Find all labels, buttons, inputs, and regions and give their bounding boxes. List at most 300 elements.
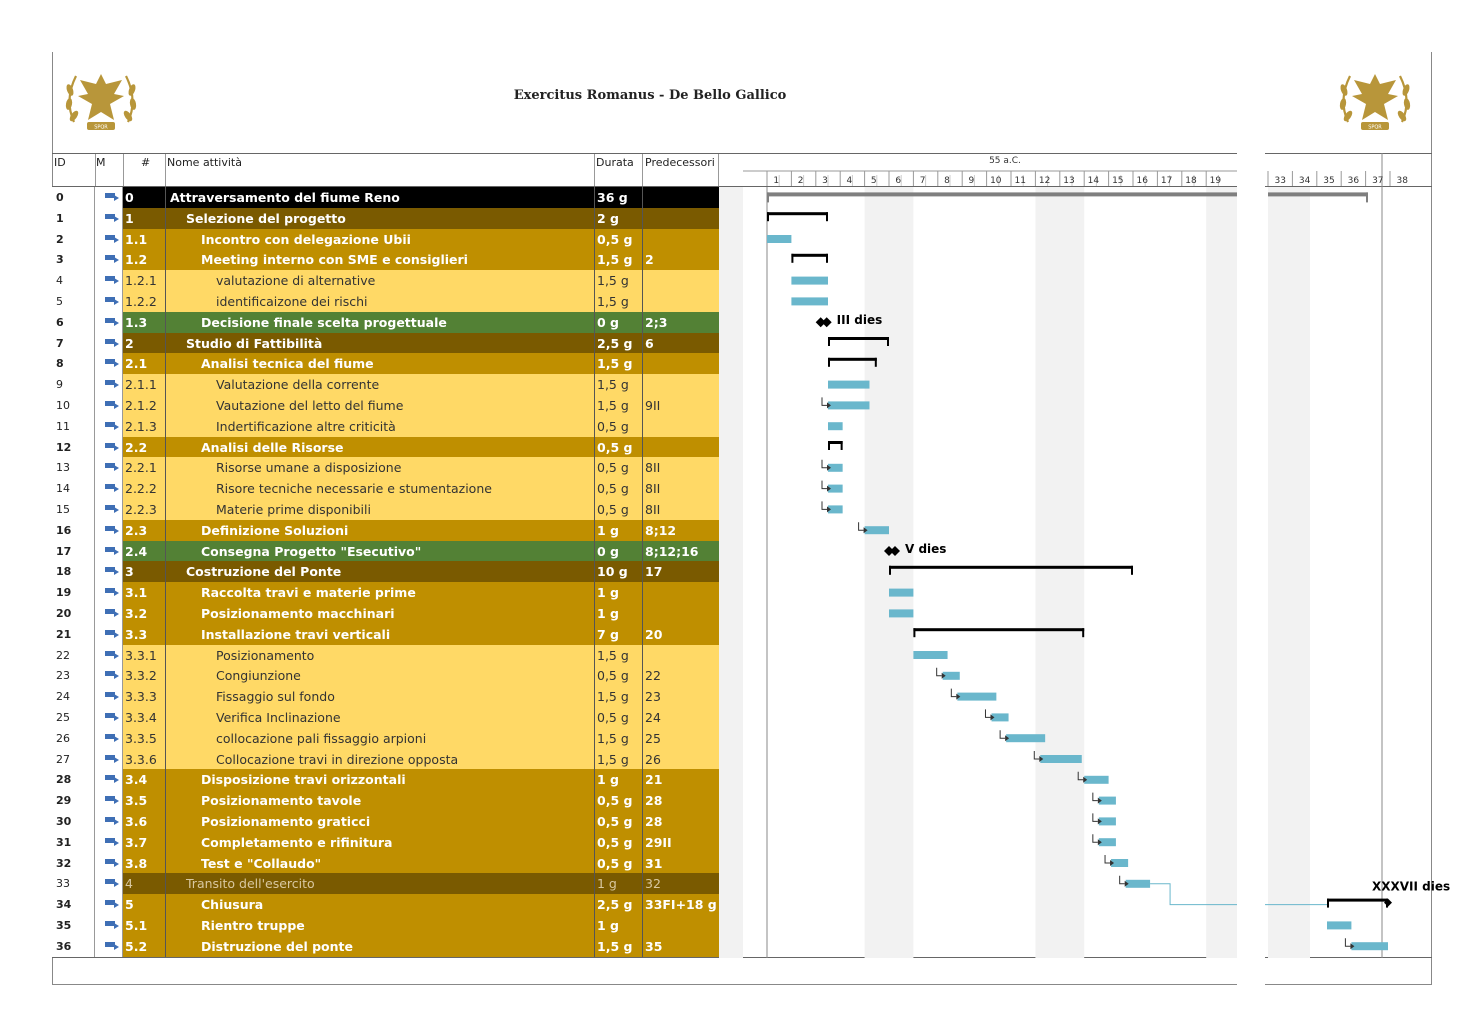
summary-cap (913, 628, 915, 637)
table-row[interactable] (52, 499, 719, 520)
task-predecessors[interactable]: 25 (645, 730, 661, 746)
task-duration[interactable]: 0,5 g (595, 832, 643, 853)
task-duration[interactable]: 0,5 g (595, 811, 643, 832)
task-bar (889, 609, 913, 617)
milestone-label: III dies (836, 313, 883, 328)
table-row[interactable] (52, 749, 719, 770)
auto-schedule-icon (105, 275, 119, 284)
task-predecessors[interactable]: 8;12;16 (645, 543, 699, 559)
task-duration[interactable]: 1,5 g (595, 749, 643, 770)
dependency-link (1093, 834, 1098, 842)
table-row[interactable] (52, 665, 719, 686)
task-duration[interactable]: 1 g (595, 915, 643, 936)
summary-cap (841, 441, 843, 450)
col-header-wbs[interactable]: # (141, 156, 151, 169)
page-title: Exercitus Romanus - De Bello Gallico (513, 88, 787, 103)
task-predecessors[interactable]: 8II (645, 460, 661, 476)
task-id: 26 (52, 728, 95, 749)
task-mode-cell (95, 478, 123, 499)
auto-schedule-icon (105, 878, 119, 887)
task-duration[interactable]: 0,5 g (595, 478, 643, 499)
day-label: 8 (944, 176, 950, 186)
task-duration[interactable]: 2 g (595, 208, 643, 229)
day-label: 12 (1038, 176, 1051, 186)
task-id: 21 (52, 624, 95, 645)
task-predecessors[interactable] (643, 291, 719, 312)
day-label: 37 (1372, 176, 1384, 186)
summary-bar (1327, 899, 1388, 902)
auto-schedule-icon (105, 400, 119, 409)
project-summary-cap (767, 192, 769, 202)
task-name[interactable]: Materie prime disponibili (166, 499, 595, 520)
dependency-link (822, 460, 827, 468)
task-name[interactable]: Analisi tecnica del fiume (166, 353, 595, 374)
task-name[interactable]: Fissaggio sul fondo (166, 686, 595, 707)
table-row[interactable] (52, 229, 719, 250)
summary-cap (1131, 566, 1133, 575)
table-row[interactable] (52, 728, 719, 749)
task-mode-cell (95, 624, 123, 645)
task-duration[interactable]: 1,5 g (595, 686, 643, 707)
task-mode-cell (95, 749, 123, 770)
task-predecessors[interactable]: 8II (645, 502, 661, 517)
table-row[interactable] (52, 624, 719, 645)
table-row[interactable] (52, 769, 719, 790)
table-row[interactable] (52, 603, 719, 624)
table-row[interactable] (52, 478, 719, 499)
day-label: 2 (797, 176, 804, 186)
auto-schedule-icon (105, 754, 119, 763)
task-bar (913, 651, 947, 659)
task-duration[interactable]: 1,5 g (595, 249, 643, 270)
task-predecessors[interactable]: 28 (645, 814, 663, 829)
table-row[interactable] (52, 270, 719, 291)
task-name[interactable]: Risore tecniche necessarie e stumentazione (166, 478, 595, 499)
task-name[interactable]: Disposizione travi orizzontali (166, 769, 595, 790)
task-predecessors[interactable]: 21 (645, 772, 663, 788)
task-name[interactable]: Collocazione travi in direzione opposta (166, 749, 595, 770)
task-mode-cell (95, 665, 123, 686)
task-mode-cell (95, 769, 123, 790)
table-row[interactable] (52, 291, 719, 312)
auto-schedule-icon (105, 795, 119, 804)
task-wbs: 3.6 (123, 811, 166, 832)
task-duration[interactable]: 1 g (595, 582, 643, 603)
task-duration[interactable]: 0,5 g (595, 853, 643, 874)
task-duration[interactable]: 1,5 g (595, 395, 643, 416)
table-row[interactable] (52, 915, 719, 936)
task-wbs: 2.1 (123, 353, 166, 374)
task-predecessors[interactable] (643, 353, 719, 374)
auto-schedule-icon (105, 941, 119, 950)
auto-schedule-icon (105, 858, 119, 867)
task-predecessors[interactable]: 17 (645, 564, 663, 580)
table-row[interactable] (52, 353, 719, 374)
task-predecessors[interactable] (643, 416, 719, 437)
summary-cap (1082, 628, 1084, 637)
task-mode-cell (95, 395, 123, 416)
summary-bar (889, 566, 1133, 569)
auto-schedule-icon (105, 296, 119, 305)
task-name[interactable]: Distruzione del ponte (166, 936, 595, 957)
task-name[interactable]: Rientro truppe (166, 915, 595, 936)
task-bar (1006, 734, 1045, 742)
task-name[interactable]: Vautazione del letto del fiume (166, 395, 595, 416)
day-label: 1 (773, 176, 780, 186)
summary-cap (826, 254, 828, 263)
task-name[interactable]: valutazione di alternative (166, 270, 595, 291)
col-header-mode[interactable]: M (96, 156, 106, 169)
task-name[interactable]: Test e "Collaudo" (166, 853, 595, 874)
task-duration[interactable]: 2,5 g (595, 333, 643, 354)
task-name[interactable]: Costruzione del Ponte (166, 561, 595, 582)
task-predecessors[interactable] (643, 915, 719, 936)
task-duration[interactable]: 0 g (595, 312, 643, 333)
dependency-link (1345, 938, 1350, 946)
auto-schedule-icon (105, 733, 119, 742)
auto-schedule-icon (105, 546, 119, 555)
task-wbs: 1.2 (123, 249, 166, 270)
table-row[interactable] (52, 333, 719, 354)
table-row[interactable] (52, 416, 719, 437)
task-predecessors[interactable]: 2 (645, 252, 654, 268)
task-duration[interactable]: 1,5 g (595, 645, 643, 666)
task-wbs: 1.3 (123, 312, 166, 333)
auto-schedule-icon (105, 317, 119, 326)
task-name[interactable]: Studio di Fattibilità (166, 333, 595, 354)
task-predecessors[interactable]: 31 (645, 855, 663, 871)
table-row[interactable] (52, 312, 719, 333)
task-bar (957, 693, 996, 701)
task-duration[interactable]: 36 g (595, 187, 643, 208)
task-name[interactable]: Chiusura (166, 894, 595, 915)
task-duration[interactable]: 0,5 g (595, 437, 643, 458)
auto-schedule-icon (105, 629, 119, 638)
table-row[interactable] (52, 437, 719, 458)
table-row[interactable] (52, 582, 719, 603)
task-duration[interactable]: 0 g (595, 541, 643, 562)
day-label: 4 (846, 176, 853, 186)
table-row[interactable] (52, 541, 719, 562)
auto-schedule-icon (105, 774, 119, 783)
task-name[interactable]: Transito dell'esercito (166, 873, 595, 894)
task-predecessors[interactable]: 35 (645, 938, 663, 954)
auto-schedule-icon (105, 837, 119, 846)
table-row[interactable] (52, 395, 719, 416)
task-id: 2 (52, 229, 95, 250)
task-mode-cell (95, 603, 123, 624)
task-name[interactable]: Verifica Inclinazione (166, 707, 595, 728)
task-wbs: 1 (123, 208, 166, 229)
summary-bar (767, 212, 828, 215)
auto-schedule-icon (105, 670, 119, 679)
task-name[interactable]: Incontro con delegazione Ubii (166, 229, 595, 250)
dependency-link (1093, 793, 1098, 801)
task-name[interactable]: Congiunzione (166, 665, 595, 686)
task-name[interactable]: Installazione travi verticali (166, 624, 595, 645)
task-predecessors[interactable]: 32 (645, 876, 661, 892)
milestone-diamond (822, 317, 832, 327)
summary-cap (875, 358, 877, 367)
table-row[interactable] (52, 790, 719, 811)
table-row[interactable] (52, 707, 719, 728)
task-bar (828, 381, 869, 389)
hdr-sep (165, 154, 166, 186)
day-label: 13 (1063, 176, 1075, 186)
task-bar (1040, 755, 1081, 763)
task-predecessors[interactable]: 9II (645, 398, 661, 413)
task-predecessors[interactable]: 24 (645, 710, 661, 725)
task-predecessors[interactable] (643, 603, 719, 624)
task-wbs: 2.2.1 (123, 457, 166, 478)
task-predecessors[interactable] (643, 374, 719, 395)
dependency-link (1120, 876, 1125, 884)
task-wbs: 3.7 (123, 832, 166, 853)
task-wbs: 1.1 (123, 229, 166, 250)
task-bar (1084, 776, 1108, 784)
task-wbs: 3.2 (123, 603, 166, 624)
task-duration[interactable]: 1,5 g (595, 936, 643, 957)
task-bar (889, 589, 913, 597)
table-row[interactable] (52, 936, 719, 957)
dependency-link (937, 668, 942, 676)
task-id: 17 (52, 541, 95, 562)
col-header-id[interactable]: ID (54, 156, 66, 169)
table-row[interactable] (52, 832, 719, 853)
task-name[interactable]: Posizionamento tavole (166, 790, 595, 811)
task-duration[interactable]: 1 g (595, 520, 643, 541)
summary-bar (791, 254, 828, 257)
task-duration[interactable]: 0,5 g (595, 707, 643, 728)
table-row[interactable] (52, 811, 719, 832)
task-duration[interactable]: 1,5 g (595, 353, 643, 374)
task-duration[interactable]: 0,5 g (595, 790, 643, 811)
task-predecessors[interactable]: 23 (645, 689, 661, 705)
nonworking-band (1268, 187, 1310, 958)
task-mode-cell (95, 936, 123, 957)
col-header-predecessors[interactable]: Predecessori (645, 156, 715, 169)
task-name[interactable]: Valutazione della corrente (166, 374, 595, 395)
task-id: 25 (52, 707, 95, 728)
task-id: 5 (52, 291, 95, 312)
auto-schedule-icon (105, 587, 119, 596)
dependency-link (1000, 730, 1005, 738)
task-name[interactable]: Raccolta travi e materie prime (166, 582, 595, 603)
task-wbs: 2.2.2 (123, 478, 166, 499)
task-wbs: 2.2 (123, 437, 166, 458)
task-mode-cell (95, 561, 123, 582)
task-duration[interactable]: 1,5 g (595, 291, 643, 312)
table-row[interactable] (52, 561, 719, 582)
auto-schedule-icon (105, 816, 119, 825)
auto-schedule-icon (105, 192, 119, 201)
nonworking-band (719, 187, 743, 958)
task-mode-cell (95, 437, 123, 458)
task-predecessors[interactable]: 8II (645, 481, 661, 497)
day-label: 33 (1274, 176, 1286, 186)
task-wbs: 3.3.6 (123, 749, 166, 770)
summary-cap (828, 441, 830, 450)
task-duration[interactable]: 1,5 g (595, 374, 643, 395)
task-predecessors[interactable]: 6 (645, 335, 654, 351)
task-id: 11 (52, 416, 95, 437)
emblem-left-text: SPQR (94, 124, 108, 131)
task-duration[interactable]: 0,5 g (595, 457, 643, 478)
nonworking-band (1035, 187, 1084, 958)
task-wbs: 3.8 (123, 853, 166, 874)
table-row[interactable] (52, 873, 719, 894)
task-mode-cell (95, 333, 123, 354)
task-duration[interactable]: 1,5 g (595, 270, 643, 291)
task-predecessors[interactable] (643, 645, 719, 666)
frame-bottom-left (52, 984, 1237, 985)
task-name[interactable]: Posizionamento (166, 645, 595, 666)
task-duration[interactable]: 0,5 g (595, 499, 643, 520)
task-predecessors[interactable] (643, 582, 719, 603)
table-row[interactable] (52, 187, 719, 208)
task-name[interactable]: Completamento e rifinitura (166, 832, 595, 853)
table-row[interactable] (52, 208, 719, 229)
table-row[interactable] (52, 374, 719, 395)
task-id: 31 (52, 832, 95, 853)
task-predecessors[interactable] (643, 187, 719, 208)
task-name[interactable]: Analisi delle Risorse (166, 437, 595, 458)
task-predecessors[interactable]: 2;3 (645, 314, 668, 330)
task-wbs: 3.3.4 (123, 707, 166, 728)
task-mode-cell (95, 499, 123, 520)
task-name[interactable]: Meeting interno con SME e consiglieri (166, 249, 595, 270)
task-mode-cell (95, 520, 123, 541)
table-row[interactable] (52, 894, 719, 915)
table-row[interactable] (52, 457, 719, 478)
task-bar (791, 277, 828, 285)
task-wbs: 1.2.1 (123, 270, 166, 291)
task-predecessors[interactable] (643, 437, 719, 458)
task-id: 3 (52, 249, 95, 270)
task-predecessors[interactable]: 33FI+18 g (645, 897, 717, 913)
auto-schedule-icon (105, 379, 119, 388)
task-predecessors[interactable] (643, 208, 719, 229)
task-duration[interactable]: 10 g (595, 561, 643, 582)
task-mode-cell (95, 208, 123, 229)
task-id: 13 (52, 457, 95, 478)
summary-label: XXXVII dies (1372, 879, 1451, 894)
task-duration[interactable]: 0,5 g (595, 416, 643, 437)
task-wbs: 1.2.2 (123, 291, 166, 312)
task-bar (1351, 942, 1388, 950)
table-row[interactable] (52, 686, 719, 707)
day-label: 9 (968, 176, 975, 186)
task-id: 12 (52, 437, 95, 458)
task-duration[interactable]: 0,5 g (595, 665, 643, 686)
task-id: 20 (52, 603, 95, 624)
task-duration[interactable]: 1 g (595, 873, 643, 894)
task-predecessors[interactable] (643, 229, 719, 250)
task-bar (828, 401, 869, 409)
table-row[interactable] (52, 249, 719, 270)
task-name[interactable]: Indertificazione altre criticità (166, 416, 595, 437)
task-wbs: 5.1 (123, 915, 166, 936)
task-mode-cell (95, 291, 123, 312)
task-mode-cell (95, 416, 123, 437)
task-id: 23 (52, 665, 95, 686)
task-duration[interactable]: 1 g (595, 603, 643, 624)
summary-cap (887, 337, 889, 346)
task-id: 28 (52, 769, 95, 790)
task-name[interactable]: Selezione del progetto (166, 208, 595, 229)
dependency-link (822, 481, 827, 489)
task-wbs: 2.1.3 (123, 416, 166, 437)
task-id: 9 (52, 374, 95, 395)
task-id: 30 (52, 811, 95, 832)
auto-schedule-icon (105, 421, 119, 430)
task-wbs: 2 (123, 333, 166, 354)
day-label: 10 (990, 176, 1002, 186)
task-name[interactable]: Decisione finale scelta progettuale (166, 312, 595, 333)
task-predecessors[interactable]: 8;12 (645, 522, 677, 538)
task-name[interactable]: Posizionamento macchinari (166, 603, 595, 624)
task-duration[interactable]: 1 g (595, 769, 643, 790)
dependency-link (859, 522, 864, 530)
task-predecessors[interactable]: 22 (645, 668, 661, 684)
col-header-name[interactable]: Nome attività (167, 156, 242, 169)
task-duration[interactable]: 7 g (595, 624, 643, 645)
table-row[interactable] (52, 645, 719, 666)
task-predecessors[interactable]: 28 (645, 793, 663, 809)
task-wbs: 3.1 (123, 582, 166, 603)
table-row[interactable] (52, 853, 719, 874)
col-header-duration[interactable]: Durata (596, 156, 634, 169)
day-label: 38 (1396, 176, 1408, 186)
task-name[interactable]: Consegna Progetto "Esecutivo" (166, 541, 595, 562)
task-name[interactable]: Risorse umane a disposizione (166, 457, 595, 478)
task-mode-cell (95, 457, 123, 478)
task-wbs: 2.4 (123, 541, 166, 562)
task-mode-cell (95, 582, 123, 603)
task-name[interactable]: identificaizone dei rischi (166, 291, 595, 312)
task-name[interactable]: Definizione Soluzioni (166, 520, 595, 541)
task-name[interactable]: Attraversamento del fiume Reno (166, 187, 595, 208)
task-duration[interactable]: 2,5 g (595, 894, 643, 915)
task-mode-cell (95, 645, 123, 666)
summary-cap (767, 212, 769, 221)
task-mode-cell (95, 229, 123, 250)
timescale-major-label: 55 a.C. (989, 156, 1021, 166)
task-wbs: 2.2.3 (123, 499, 166, 520)
day-label: 18 (1185, 176, 1197, 186)
task-id: 10 (52, 395, 95, 416)
hdr-sep (594, 154, 595, 186)
task-wbs: 3.4 (123, 769, 166, 790)
task-predecessors[interactable]: 20 (645, 626, 663, 642)
task-duration[interactable]: 1,5 g (595, 728, 643, 749)
task-id: 16 (52, 520, 95, 541)
task-wbs: 5.2 (123, 936, 166, 957)
task-duration[interactable]: 0,5 g (595, 229, 643, 250)
task-mode-cell (95, 249, 123, 270)
task-mode-cell (95, 707, 123, 728)
gantt-chart (719, 153, 1451, 958)
task-predecessors[interactable]: 26 (645, 751, 661, 767)
task-name[interactable]: Posizionamento graticci (166, 811, 595, 832)
table-row[interactable] (52, 520, 719, 541)
hdr-sep (95, 154, 96, 186)
auto-schedule-icon (105, 650, 119, 659)
task-predecessors[interactable]: 29II (645, 834, 672, 850)
task-predecessors[interactable] (643, 270, 719, 291)
task-mode-cell (95, 270, 123, 291)
task-name[interactable]: collocazione pali fissaggio arpioni (166, 728, 595, 749)
